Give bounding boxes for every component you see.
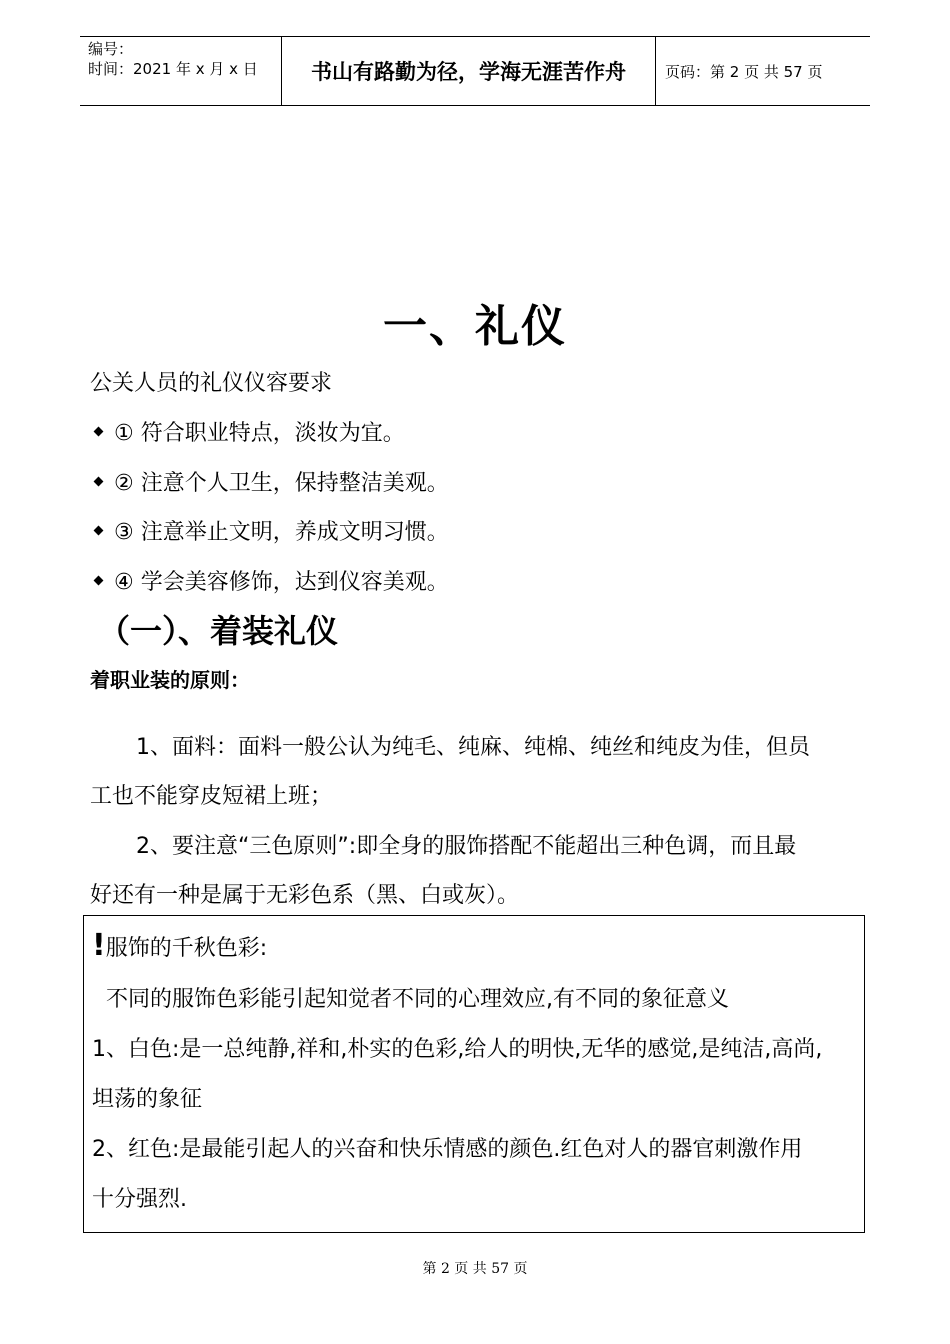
bullet-diamond-icon [94,477,104,487]
bullet-diamond-icon [94,576,104,586]
box-red-line1: 2、红色:是最能引起人的兴奋和快乐情感的颜色.红色对人的器官刺激作用 [92,1137,803,1162]
exclamation-icon: ! [92,928,106,963]
box-heading: 服饰的千秋色彩: [105,936,268,961]
paragraph2-line1: 2、要注意“三色原则”:即全身的服饰搭配不能超出三种色调，而且最 [136,834,797,859]
header-page-number: 页码：第 2 页 共 57 页 [665,62,823,81]
requirement-text: ③ 注意举止文明，养成文明习惯。 [114,520,449,545]
requirement-text: ① 符合职业特点，淡妆为宜。 [114,421,405,446]
header-meta [80,37,288,107]
color-note-box [83,915,865,1233]
header-motto: 书山有路勤为径，学海无涯苦作舟 [281,37,656,105]
paragraph1-line2: 工也不能穿皮短裙上班； [90,784,333,809]
intro-text: 公关人员的礼仪仪容要求 [90,371,333,396]
requirement-text: ④ 学会美容修饰，达到仪容美观。 [114,570,449,595]
document-number-label: 编号： [88,40,134,58]
box-heading-row [92,928,267,963]
paragraph2-line2: 好还有一种是属于无彩色系（黑、白或灰）。 [90,883,520,908]
principles-heading: 着职业装的原则： [90,668,250,692]
box-white-line1: 1、白色:是一总纯静,祥和,朴实的色彩,给人的明快,无华的感觉,是纯洁,高尚, [92,1037,823,1062]
box-red-line2: 十分强烈. [92,1187,187,1212]
section-heading: （一）、着装礼仪 [98,612,339,650]
box-white-line2: 坦荡的象征 [92,1087,203,1112]
page-footer: 第 2 页 共 57 页 [422,1261,528,1277]
requirement-text: ② 注意个人卫生，保持整洁美观。 [114,471,449,496]
bullet-diamond-icon [94,427,104,437]
bullet-diamond-icon [94,526,104,536]
requirement-item [90,416,405,447]
box-intro: 不同的服饰色彩能引起知觉者不同的心理效应,有不同的象征意义 [106,987,729,1012]
page-header [80,36,870,106]
requirement-item [90,466,449,497]
chapter-title: 一、礼仪 [383,301,567,352]
requirement-item [90,515,449,546]
document-time-label: 时间：2021 年 x 月 x 日 [88,60,258,78]
paragraph1-line1: 1、面料：面料一般公认为纯毛、纯麻、纯棉、纯丝和纯皮为佳，但员 [136,735,810,760]
requirement-item [90,565,449,596]
